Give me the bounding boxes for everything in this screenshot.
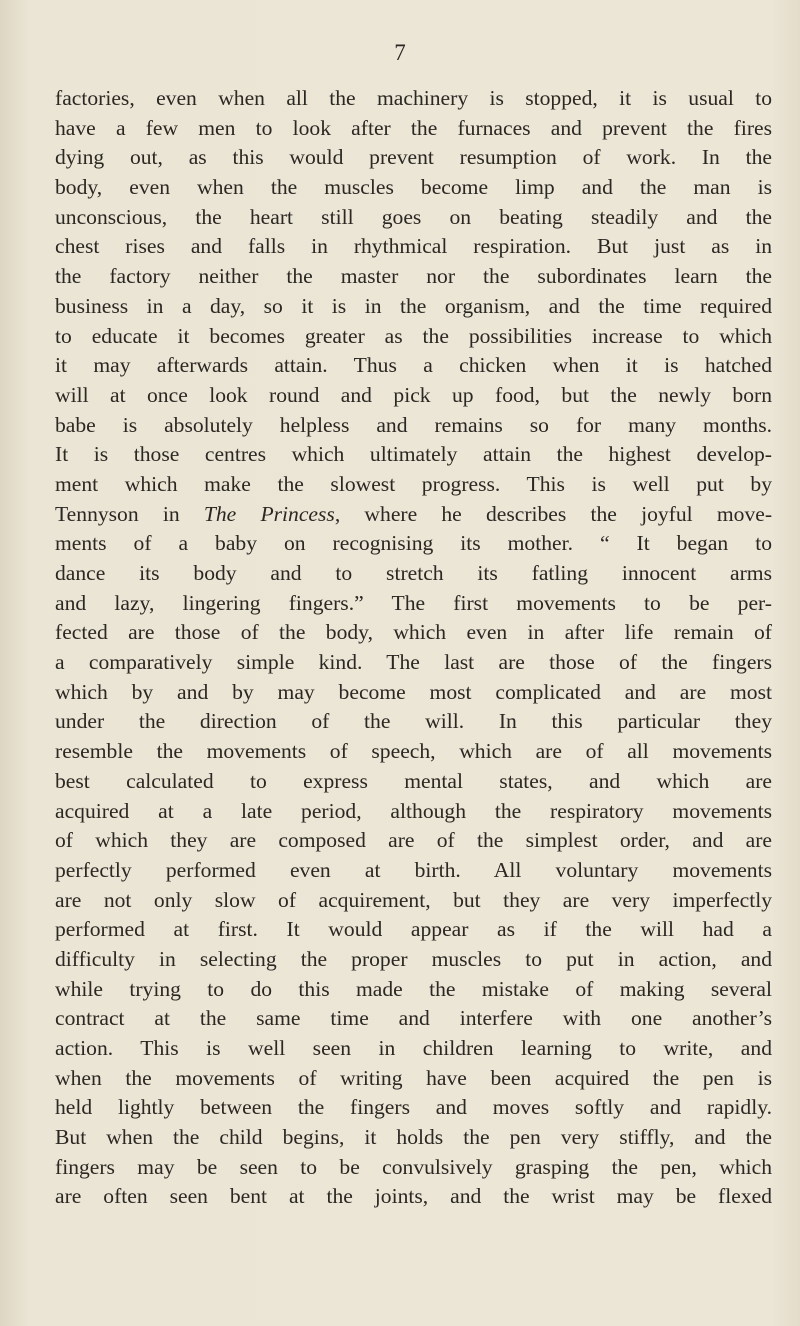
text-line: will at once look round and pick up food, but the newly born (55, 382, 772, 407)
text-line: it may afterwards attain. Thus a chicken when it is hatched (55, 353, 772, 378)
text-line: babe is absolutely helpless and remains so for many months. (55, 412, 772, 437)
text-line: the factory neither the master nor the subordinates learn the (55, 264, 772, 289)
text-line: resemble the movements of speech, which are of all movements (55, 739, 772, 764)
text-line: acquired at a late period, although the respiratory movements (55, 798, 772, 823)
book-title: The Princess (203, 501, 335, 526)
text-line: have a few men to look after the furnaces and prevent the fires (55, 115, 772, 140)
text-line: Tennyson in The Princess, where he describes the joyful move- (55, 501, 772, 526)
text-line: which by and by may become most complicated and are most (55, 679, 772, 704)
text-line: under the direction of the will. In this particular they (55, 709, 772, 734)
text-line: best calculated to express mental states, and which are (55, 768, 772, 793)
text-line: contract at the same time and interfere with one another’s (55, 1006, 772, 1031)
text-line: chest rises and falls in rhythmical respiration. But just as in (55, 234, 772, 259)
text-line: fected are those of the body, which even in after life remain of (55, 620, 772, 645)
text-line: unconscious, the heart still goes on beating steadily and the (55, 204, 772, 229)
text-line: and lazy, lingering fingers.” The first movements to be per- (55, 590, 772, 615)
text-line: fingers may be seen to be convulsively grasping the pen, which (55, 1154, 772, 1179)
text-line: performed at first. It would appear as if the will had a (55, 917, 772, 942)
text-line: when the movements of writing have been acquired the pen is (55, 1065, 772, 1090)
text-line: ment which make the slowest progress. This is well put by (55, 471, 772, 496)
body-text (55, 84, 772, 1212)
text-line: held lightly between the fingers and moves softly and rapidly. (55, 1095, 772, 1120)
text-line: dying out, as this would prevent resumption of work. In the (55, 145, 772, 170)
text-line: of which they are composed are of the simplest order, and are (55, 828, 772, 853)
page-number: 7 (394, 40, 406, 65)
text-line: perfectly performed even at birth. All voluntary movements (55, 857, 772, 882)
text-line: difficulty in selecting the proper muscles to put in action, and (55, 946, 772, 971)
text-line: are often seen bent at the joints, and the wrist may be flexed (55, 1184, 772, 1209)
text-line: body, even when the muscles become limp and the man is (55, 175, 772, 200)
text-line: ments of a baby on recognising its mother. “ It began to (55, 531, 772, 556)
text-line: action. This is well seen in children learning to write, and (55, 1036, 772, 1060)
text-line: It is those centres which ultimately attain the highest develop- (55, 442, 772, 467)
text-line: But when the child begins, it holds the pen very stiffly, and the (55, 1125, 772, 1150)
text-line: to educate it becomes greater as the possibilities increase to which (55, 323, 772, 348)
text-line: while trying to do this made the mistake of making several (55, 976, 772, 1001)
text-line: business in a day, so it is in the organism, and the time required (55, 293, 772, 318)
text-line: a comparatively simple kind. The last are those of the fingers (55, 650, 772, 675)
text-line: are not only slow of acquirement, but they are very imperfectly (55, 887, 772, 912)
text-line: factories, even when all the machinery is stopped, it is usual to (55, 86, 772, 110)
text-line: dance its body and to stretch its fatling innocent arms (55, 561, 772, 585)
